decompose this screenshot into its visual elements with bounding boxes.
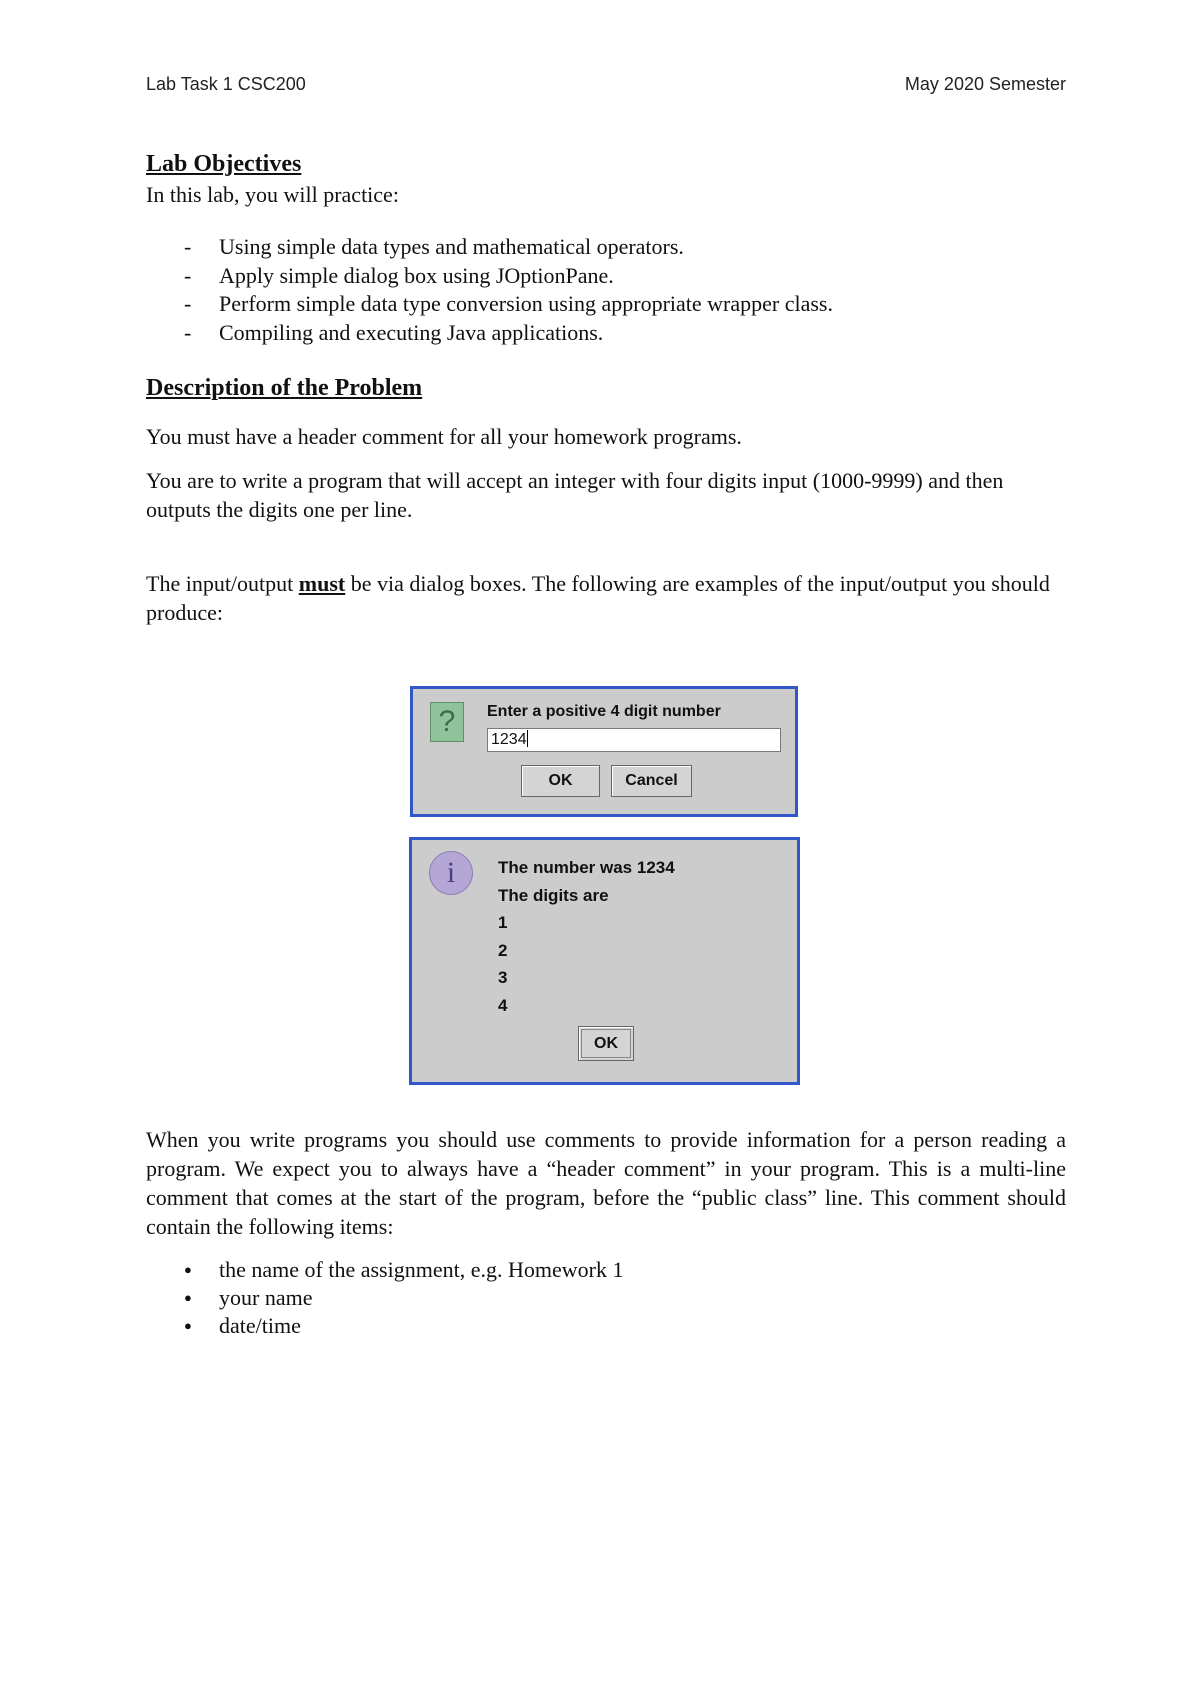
input-prompt: Enter a positive 4 digit number [487,703,721,720]
problem-para-3 [146,569,1066,627]
output-line: The digits are [498,885,609,905]
text-caret [527,730,528,747]
objectives-heading: Lab Objectives [146,151,302,177]
problem-para-2: You are to write a program that will accept an integer with four digits input (1000-9999) and then outputs the digits one per line. [146,468,1004,522]
list-item: - Compiling and executing Java applications. [146,319,1066,348]
list-item: ● the name of the assignment, e.g. Homework 1 [146,1256,1066,1284]
cancel-button[interactable]: Cancel [611,765,692,797]
list-item: ● date/time [146,1312,1066,1340]
info-icon: i [429,851,473,895]
number-input-value: 1234 [491,731,527,748]
header-comment-items [146,1256,1066,1340]
input-dialog [410,686,798,817]
output-line: The number was 1234 [498,858,675,877]
problem-heading: Description of the Problem [146,375,423,401]
question-icon: ? [430,702,464,742]
objectives-intro: In this lab, you will practice: [146,182,399,207]
problem-para-1: You must have a header comment for all your homework programs. [146,424,742,449]
output-line: 1 [498,913,508,932]
ok-button[interactable]: OK [578,1026,634,1061]
objectives-list [146,233,1066,347]
problem-para-3-end: be via dialog boxes. The following are examples of the input/output you should produce: [146,571,1050,625]
output-dialog [409,837,800,1085]
page-header-left: Lab Task 1 CSC200 [146,74,306,94]
page-header-right: May 2020 Semester [904,74,1066,94]
problem-para-3-start: The input/output [146,571,299,596]
list-item: - Perform simple data type conversion using appropriate wrapper class. [146,290,1066,319]
list-item: - Apply simple dialog box using JOptionPane. [146,262,1066,291]
comments-para: When you write programs you should use comments to provide information for a person reading a program. We expect you to always have a “header comment” in your program. This is a multi-line comment that comes at the start of the program, before the “public class” line. This comment should contain the following items: [146,1127,1066,1239]
number-input[interactable] [487,728,781,752]
output-line: 3 [498,968,508,987]
output-message [498,854,675,1019]
output-line: 2 [498,940,508,960]
output-line: 4 [498,995,508,1015]
emphasis-must: must [298,571,346,596]
list-item: ● your name [146,1284,1066,1312]
ok-button[interactable]: OK [521,765,600,797]
list-item: - Using simple data types and mathematical operators. [146,233,1066,262]
